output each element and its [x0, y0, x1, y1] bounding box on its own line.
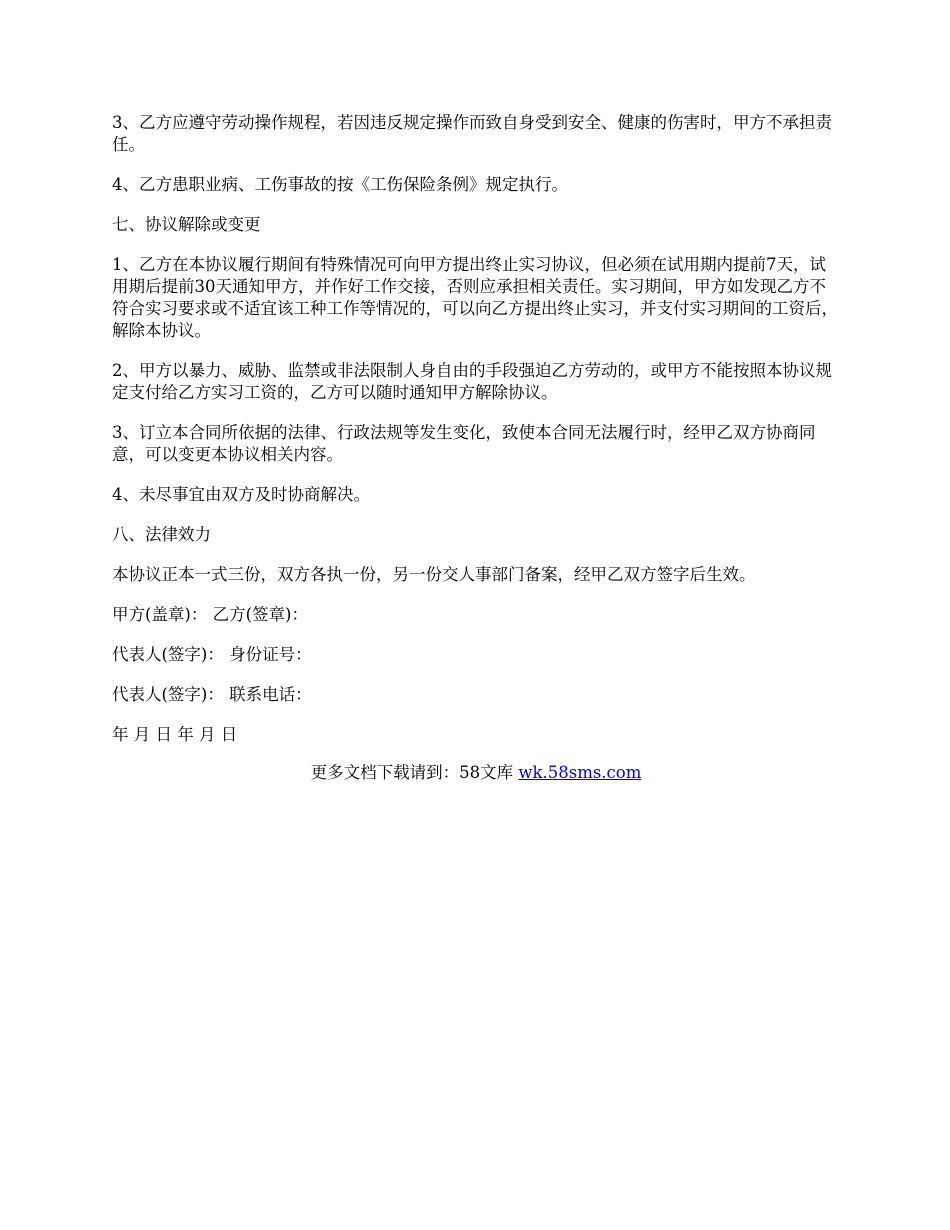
- download-footer: [112, 762, 840, 784]
- footer-text: 更多文档下载请到：58文库: [310, 763, 514, 782]
- signature-line-date: 年 月 日 年 月 日: [112, 725, 238, 744]
- footer-link[interactable]: wk.58sms.com: [518, 763, 642, 782]
- paragraph-termination-1: 1、乙方在本协议履行期间有特殊情况可向甲方提出终止实习协议，但必须在试用期内提前7天，试用期后提前30天通知甲方，并作好工作交接，否则应承担相关责任。实习期间，甲方如发现乙方不符合实习要求或不适宜该工种工作等情况的，可以向乙方提出终止实习，并支付实习期间的工资后，解除本协议。: [112, 255, 838, 340]
- paragraph-clause-3: 3、乙方应遵守劳动操作规程，若因违反规定操作而致自身受到安全、健康的伤害时，甲方不承担责任。: [112, 113, 832, 154]
- paragraph-legal-effect: 本协议正本一式三份，双方各执一份，另一份交人事部门备案，经甲乙双方签字后生效。: [112, 565, 756, 584]
- paragraph-clause-4: 4、乙方患职业病、工伤事故的按《工伤保险条例》规定执行。: [112, 175, 568, 194]
- section-heading-legal-effect: 八、法律效力: [112, 525, 211, 544]
- signature-line-id-number: 代表人(签字)： 身份证号：: [112, 645, 312, 664]
- signature-line-phone: 代表人(签字)： 联系电话：: [112, 685, 312, 704]
- document-body: [112, 112, 840, 784]
- paragraph-termination-4: 4、未尽事宜由双方及时协商解决。: [112, 485, 370, 504]
- section-heading-termination: 七、协议解除或变更: [112, 215, 261, 234]
- paragraph-termination-2: 2、甲方以暴力、威胁、监禁或非法限制人身自由的手段强迫乙方劳动的，或甲方不能按照本协议规定支付给乙方实习工资的，乙方可以随时通知甲方解除协议。: [112, 361, 832, 402]
- signature-line-parties: 甲方(盖章)： 乙方(签章)：: [112, 605, 308, 624]
- paragraph-termination-3: 3、订立本合同所依据的法律、行政法规等发生变化，致使本合同无法履行时，经甲乙双方协商同意，可以变更本协议相关内容。: [112, 423, 816, 464]
